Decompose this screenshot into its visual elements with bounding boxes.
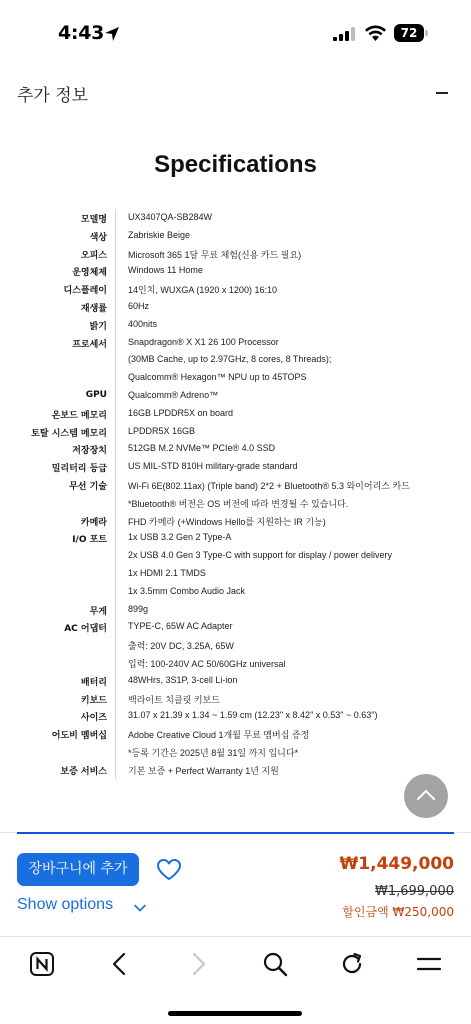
spec-value: TYPE-C, 65W AC Adapter — [128, 621, 233, 632]
spec-label: 키보드 — [80, 695, 107, 706]
spec-value: 2x USB 4.0 Gen 3 Type-C with support for display / power delivery — [128, 550, 392, 561]
location-arrow-icon — [104, 26, 120, 42]
section-title: 추가 정보 — [17, 86, 89, 106]
spec-value: 1x 3.5mm Combo Audio Jack — [128, 585, 246, 596]
spec-value: Zabriskie Beige — [128, 229, 191, 240]
spec-row — [0, 476, 471, 494]
spec-label: 카메라 — [80, 517, 107, 528]
status-bar — [0, 0, 471, 66]
spec-label: 모델명 — [80, 215, 107, 225]
spec-value: 48WHrs, 3S1P, 3-cell Li-ion — [128, 674, 238, 685]
spec-row — [0, 209, 471, 227]
purchase-bar — [0, 832, 471, 936]
spec-label: 재생률 — [80, 304, 107, 314]
spec-value: UX3407QA-SB284W — [128, 212, 213, 222]
current-price: ₩1,449,000 — [339, 854, 454, 874]
spec-row — [0, 387, 471, 405]
spec-row — [0, 601, 471, 619]
spec-label: 무선 기술 — [69, 482, 107, 492]
spec-row — [0, 440, 471, 458]
spec-label: 운영체제 — [72, 268, 107, 279]
spec-label: I/O 포트 — [72, 535, 107, 546]
spec-label: 오피스 — [80, 250, 107, 261]
discount-label: 할인금액 — [342, 905, 389, 919]
spec-title: Specifications — [154, 151, 317, 178]
spec-row — [0, 405, 471, 423]
spec-label: 사이즈 — [80, 713, 107, 724]
spec-value: 60Hz — [128, 301, 150, 311]
spec-row — [0, 227, 471, 245]
scroll-to-top-button[interactable] — [404, 774, 448, 818]
spec-value: *Bluetooth® 버전은 OS 버전에 따라 변경될 수 있습니다. — [128, 498, 349, 509]
spec-label: 토탈 시스템 메모리 — [31, 428, 107, 439]
menu-icon[interactable] — [416, 951, 442, 977]
spec-label: 디스플레이 — [63, 286, 107, 297]
battery-level: 72 — [394, 24, 424, 42]
spec-row — [0, 690, 471, 708]
spec-label: 프로세서 — [72, 339, 107, 350]
spec-row — [0, 707, 471, 725]
spec-row — [0, 458, 471, 476]
spec-row — [0, 725, 471, 743]
spec-label: 배터리 — [80, 677, 107, 688]
spec-value: Adobe Creative Cloud 1개월 무료 멤버십 증정 — [128, 730, 310, 741]
spec-row — [0, 423, 471, 441]
spec-row — [0, 494, 471, 512]
spec-value: 입력: 100-240V AC 50/60GHz universal — [128, 659, 286, 669]
spec-value: 400nits — [128, 318, 158, 329]
spec-value: 512GB M.2 NVMe™ PCIe® 4.0 SSD — [128, 443, 276, 454]
spec-value: 출력: 20V DC, 3.25A, 65W — [128, 641, 234, 652]
spec-value: 백라이트 치클릿 키보드 — [128, 694, 220, 705]
purchase-bar-accent — [17, 832, 454, 834]
spec-value: Wi-Fi 6E(802.11ax) (Triple band) 2*2 + Bluetooth® 5.3 와이어리스 카드 — [128, 481, 410, 491]
spec-label: 색상 — [89, 232, 107, 243]
spec-value: 16GB LPDDR5X on board — [128, 407, 234, 418]
refresh-icon[interactable] — [339, 951, 365, 977]
spec-value: *등록 기간은 2025년 8월 31일 까지 입니다* — [128, 748, 299, 758]
spec-row — [0, 334, 471, 352]
spec-row — [0, 245, 471, 263]
spec-row — [0, 583, 471, 601]
discount-amount — [342, 903, 454, 920]
spec-value: US MIL-STD 810H military-grade standard — [128, 461, 298, 472]
original-price: ₩1,699,000 — [374, 884, 454, 899]
spec-value: 기본 보증 + Perfect Warranty 1년 지원 — [128, 765, 279, 776]
battery-tip — [425, 30, 428, 36]
spec-row — [0, 316, 471, 334]
spec-label: 온보드 메모리 — [51, 410, 107, 421]
spec-row — [0, 547, 471, 565]
spec-value: 899g — [128, 603, 149, 614]
spec-row — [0, 298, 471, 316]
spec-row — [0, 672, 471, 690]
wifi-icon — [365, 25, 386, 41]
cellular-signal-icon — [333, 27, 355, 41]
spec-label: 무게 — [89, 606, 107, 617]
spec-value: Qualcomm® Hexagon™ NPU up to 45TOPS — [128, 372, 307, 383]
spec-value: 1x USB 3.2 Gen 2 Type-A — [128, 532, 232, 543]
chevron-up-icon — [416, 788, 436, 802]
spec-label: 어도비 멤버십 — [51, 731, 107, 742]
spec-row — [0, 512, 471, 530]
home-indicator — [168, 1011, 302, 1016]
spec-value: 1x HDMI 2.1 TMDS — [128, 568, 206, 578]
battery-icon — [394, 24, 428, 42]
spec-row — [0, 565, 471, 583]
spec-label: 밝기 — [89, 321, 107, 332]
spec-label: 밀리터리 등급 — [51, 464, 107, 475]
spec-row — [0, 654, 471, 672]
back-icon[interactable] — [107, 951, 133, 977]
spec-row — [0, 529, 471, 547]
spec-row — [0, 262, 471, 280]
discount-value: ₩250,000 — [392, 905, 454, 919]
additional-info-header[interactable] — [0, 78, 471, 108]
spec-label: AC 어댑터 — [64, 624, 107, 635]
spec-row — [0, 369, 471, 387]
spec-row — [0, 280, 471, 298]
naver-home-icon[interactable] — [29, 951, 55, 977]
spec-value: Snapdragon® X X1 26 100 Processor — [128, 336, 279, 347]
add-to-cart-button[interactable]: 장바구니에 추가 — [17, 853, 139, 886]
spec-value: 14인치, WUXGA (1920 x 1200) 16:10 — [128, 285, 277, 296]
status-time: 4:43 — [58, 22, 105, 44]
spec-row — [0, 743, 471, 761]
spec-value: (30MB Cache, up to 2.97GHz, 8 cores, 8 Threads); — [128, 354, 332, 365]
spec-row — [0, 636, 471, 654]
spec-value: 31.07 x 21.39 x 1.34 ~ 1.59 cm (12.23" x 8.42" x 0.53" ~ 0.63") — [128, 710, 378, 721]
spec-value: LPDDR5X 16GB — [128, 425, 196, 436]
chevron-down-icon[interactable] — [134, 904, 146, 912]
spec-row — [0, 351, 471, 369]
forward-icon[interactable] — [185, 951, 211, 977]
spec-row — [0, 618, 471, 636]
spec-label: GPU — [85, 390, 107, 400]
spec-value: Windows 11 Home — [128, 265, 203, 276]
search-icon[interactable] — [262, 951, 288, 977]
show-options-link[interactable]: Show options — [17, 896, 114, 913]
spec-row — [0, 761, 471, 779]
spec-value: Microsoft 365 1달 무료 체험(신용 카드 필요) — [128, 249, 302, 260]
minus-icon[interactable] — [436, 92, 448, 94]
spec-value: FHD 카메라 (+Windows Hello를 지원하는 IR 기능) — [128, 516, 326, 527]
heart-icon[interactable] — [156, 858, 182, 882]
spec-label: 보증 서비스 — [60, 766, 107, 777]
spec-label: 저장장치 — [72, 446, 107, 457]
spec-value: Qualcomm® Adreno™ — [128, 390, 219, 400]
